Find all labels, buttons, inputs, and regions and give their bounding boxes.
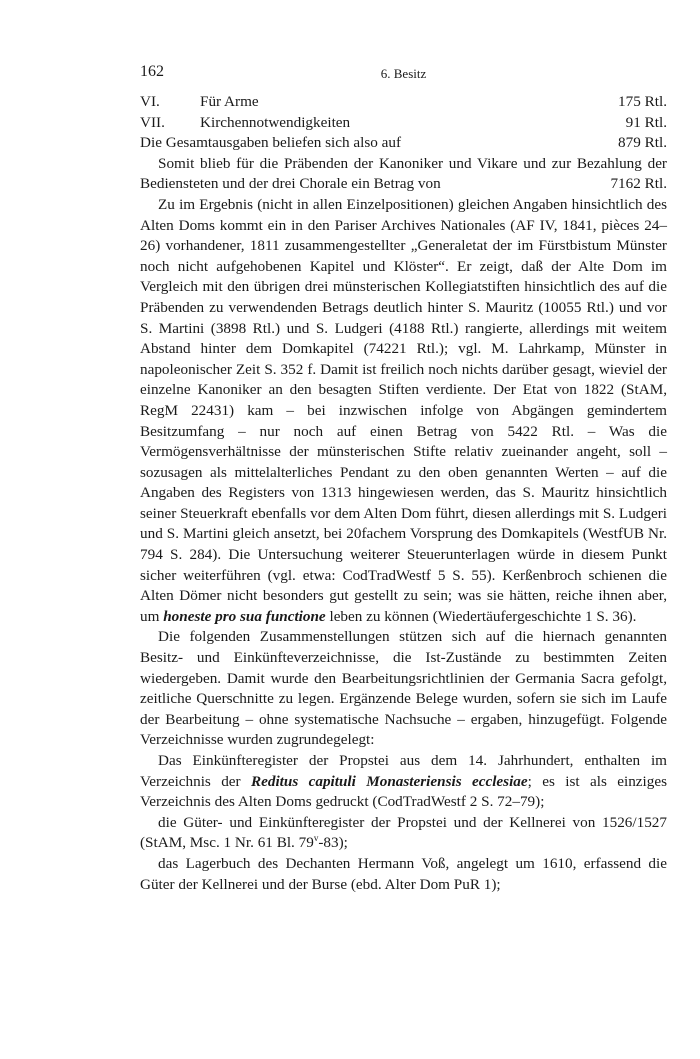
expense-amount: 175 Rtl. (618, 93, 667, 110)
paragraph-lagerbuch (140, 854, 667, 895)
expense-label: Für Arme (200, 93, 259, 110)
total-label: Die Gesamtausgaben beliefen sich also auf (140, 134, 402, 152)
total-row (140, 133, 667, 154)
paragraph-text: Zu im Ergebnis (nicht in allen Einzelpositionen) gleichen Angaben hinsichtlich des Alten Doms kommt ein in den Pariser Archives Nationales (AF IV, 1841, pièces 24–26) vorhandener, 1811 zusammengestellter „Generaletat der im Fürstbistum Münster noch nicht aufgehobenen Kapitel und Klöster“. Er zeigt, daß der Alte Dom im Vergleich mit den übrigen drei münsterischen Kollegiatstiften hinsichtlich des auf die Präbenden zu verwendenden Betrags deutlich hinter S. Mauritz (10055 Rtl.) und vor S. Martini (3898 Rtl.) und S. Ludgeri (4188 Rtl.) rangierte, allerdings mit weitem Abstand hinter dem Domkapitel (74221 Rtl.); vgl. M. Lahrkamp, Münster in napoleonischer Zeit S. 352 f. Damit ist freilich noch nichts darüber gesagt, wieviel der einzelne Kanoniker an den besagten Stiften verdiente. Der Etat von 1822 (StAM, RegM 22431) kam – bei inzwischen infolge von Abgängen gemindertem Besitzumfang – nur noch auf einen Betrag von 5422 Rtl. – Was die Vermögensverhältnisse der münsterischen Stifte relativ zueinander angeht, soll – sozusagen als mittelalterliches Pendant zu den oben genannten Werten – auf die Angaben des Registers von 1313 hingewiesen werden, das S. Mauritz hinsichtlich seiner Steuerkraft ebenfalls vor dem Alten Dom führt, diesen allerdings mit S. Ludgeri und S. Martini gleich ansetzt, bei 20fachem Vorsprung des Domkapitels (WestfUB Nr. 794 S. 284). Die Untersuchung weiterer Steuerunterlagen würde in diesem Punkt sicher weiterführen (vgl. etwa: CodTradWestf 5 S. 55). Kerßenbroch schienen die Alten Dömer nicht besonders gut gestellt zu sein; was sie hätten, reiche ihnen aber, um (140, 195, 667, 625)
paragraph-sources (140, 627, 667, 751)
total-amount: 879 Rtl. (618, 134, 667, 152)
latin-title: Reditus capituli Monasteriensis ecclesiae (250, 772, 528, 790)
expense-number: VII. (140, 113, 165, 131)
paragraph-propstei-register (140, 751, 667, 813)
paragraph-text: -83); (318, 834, 348, 852)
paragraph-remaining-sum (140, 154, 667, 195)
paragraph-text: ; es ist als einziges Verzeichnis des Alten Doms gedruckt (CodTradWestf 2 S. 72–79); (140, 772, 667, 811)
expense-number: VI. (140, 93, 160, 110)
page-number: 162 (140, 63, 164, 80)
running-head: 6. Besitz (380, 66, 427, 81)
expense-amount: 91 Rtl. (625, 113, 667, 131)
latin-phrase: honeste pro sua functione (163, 607, 326, 625)
remaining-amount: 7162 Rtl. (610, 175, 667, 193)
paragraph-gueter-register (140, 813, 667, 854)
expense-label: Kirchennotwendigkeiten (200, 113, 351, 131)
paragraph-text: die Güter- und Einkünfteregister der Propstei und der Kellnerei von 1526/1527 (StAM, Msc. 1 Nr. 61 Bl. 79 (140, 813, 667, 852)
page-header (140, 62, 667, 82)
verso-superscript: v (313, 833, 319, 844)
expense-row (140, 92, 667, 113)
paragraph-text: Die folgenden Zusammenstellungen stützen sich auf die hiernach genannten Besitz- und Einkünfteverzeichnisse, die Ist-Zustände zu bestimmten Zeiten wiedergeben. Damit wurde den Bearbeitungsrichtlinien der Germania Sacra gefolgt, zeitliche Querschnitte zu legen. Ergänzende Belege wurden, sofern sie sich im Laufe der Bearbeitung – ohne systematische Nachsuche – ergaben, hinzugefügt. Folgende Verzeichnisse wurden zugrundegelegt: (140, 628, 667, 749)
paragraph-text: leben zu können (Wiedertäufergeschichte 1 S. 36). (329, 607, 637, 625)
paragraph-text: das Lagerbuch des Dechanten Hermann Voß, angelegt um 1610, erfassend die Güter der Kellnerei und der Burse (ebd. Alter Dom PuR 1); (140, 854, 667, 893)
paragraph-text: Das Einkünfteregister der Propstei aus dem 14. Jahrhundert, enthalten im Verzeichnis der (140, 752, 667, 790)
book-page (140, 62, 667, 895)
expense-row (140, 113, 667, 134)
paragraph-generaletat (140, 195, 667, 627)
paragraph-text: Somit blieb für die Präbenden der Kanoniker und Vikare und zur Bezahlung der Bediensteten und der drei Chorale ein Betrag von (140, 154, 667, 193)
